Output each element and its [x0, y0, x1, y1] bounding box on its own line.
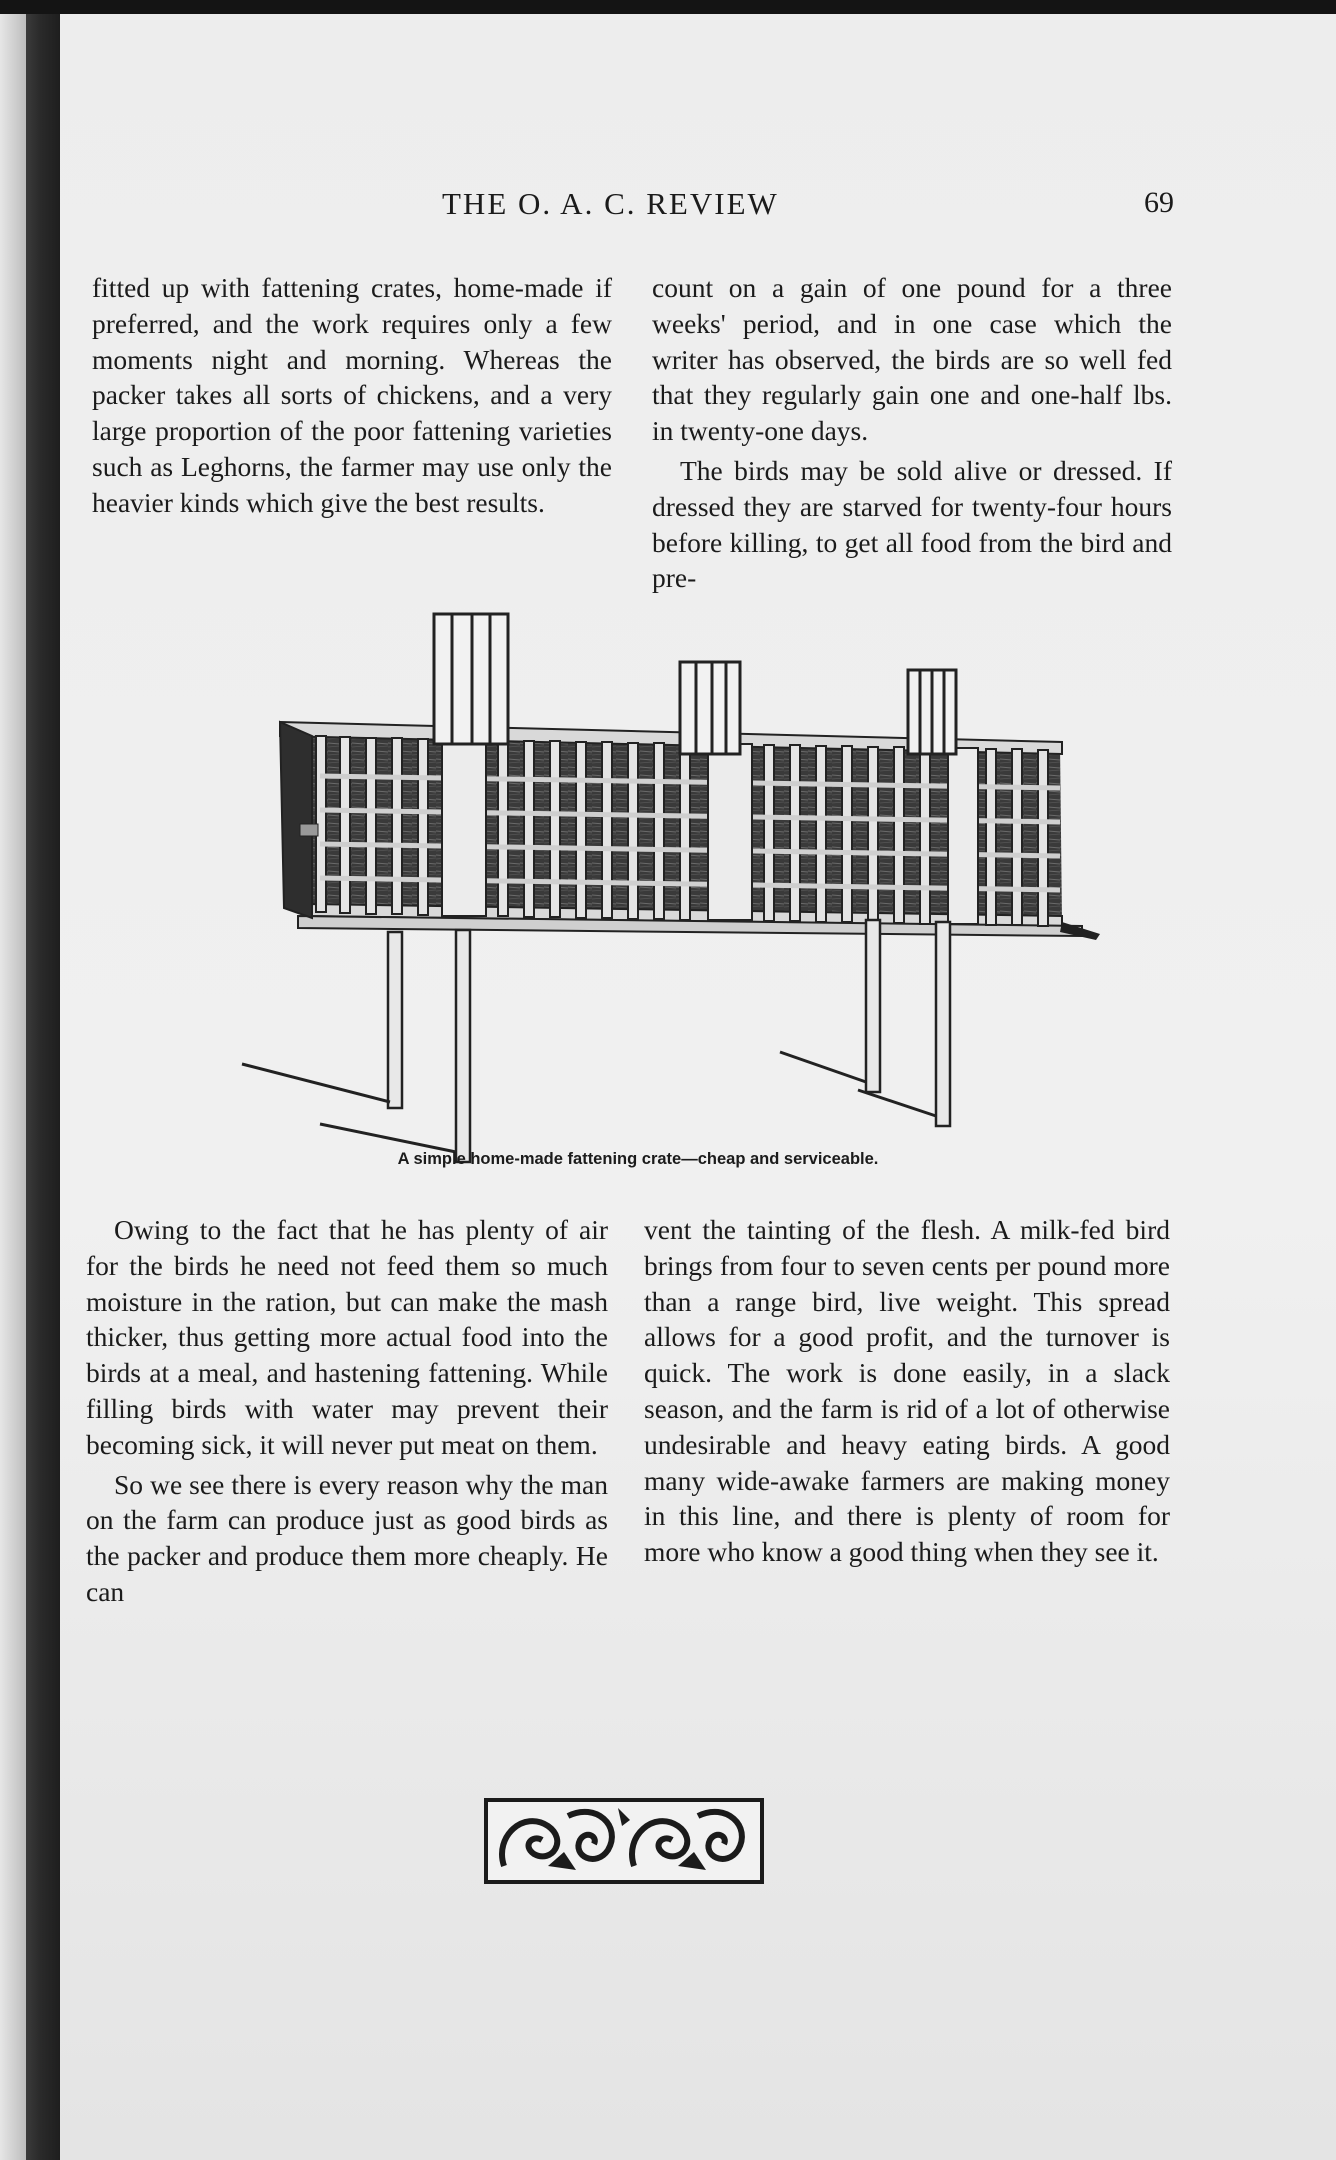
book-spine [26, 14, 62, 2160]
binding-highlight [0, 14, 26, 2160]
column-bottom-right [644, 1212, 1170, 1570]
column-top-left [92, 270, 612, 521]
fattening-crate-illustration [220, 604, 1120, 1164]
paragraph: The birds may be sold alive or dressed. If dressed they are starved for twenty-four hours before killing, to get all food from the bird and pre- [652, 454, 1172, 594]
page-header [60, 186, 1336, 226]
column-bottom-left [86, 1212, 608, 1610]
paragraph: Owing to the fact that he has plenty of air for the birds he need not feed them so much moisture in the ration, but can make the mash thicker, thus getting more actual food into the birds at a meal, and hastening fattening. While filling birds with water may prevent their becoming sick, it will never put meat on them. [86, 1214, 608, 1460]
page [60, 14, 1336, 2160]
paragraph: count on a gain of one pound for a three weeks' period, and in one case which the writer has observed, the birds are so well fed that they regularly gain one and one-half lbs. in twenty-one days. [652, 272, 1172, 447]
paragraph: vent the tainting of the flesh. A milk-fed bird brings from four to seven cents per pound more than a range bird, live weight. This spread allows for a good profit, and the turnover is quick. The work is done easily, in a slack season, and the farm is rid of a lot of otherwise undesirable and heavy eating birds. A good many wide-awake farmers are making money in this line, and there is plenty of room for more who know a good thing when they see it. [644, 1214, 1170, 1568]
paragraph: So we see there is every reason why the man on the farm can produce just as good birds as the packer and produce them more cheaply. He can [86, 1468, 608, 1607]
running-head: THE O. A. C. REVIEW [442, 186, 779, 221]
paragraph: fitted up with fattening crates, home-made if preferred, and the work requires only a few moments night and morning. Whereas the packer takes all sorts of chickens, and a very large proportion of the poor fattening varieties such as Leghorns, the farmer may use only the heavier kinds which give the best results. [92, 272, 612, 518]
page-number: 69 [1144, 186, 1174, 219]
column-top-right [652, 270, 1172, 596]
decorative-ornament-icon [484, 1796, 764, 1886]
figure-caption: A simple home-made fattening crate—cheap and serviceable. [397, 1150, 879, 1168]
